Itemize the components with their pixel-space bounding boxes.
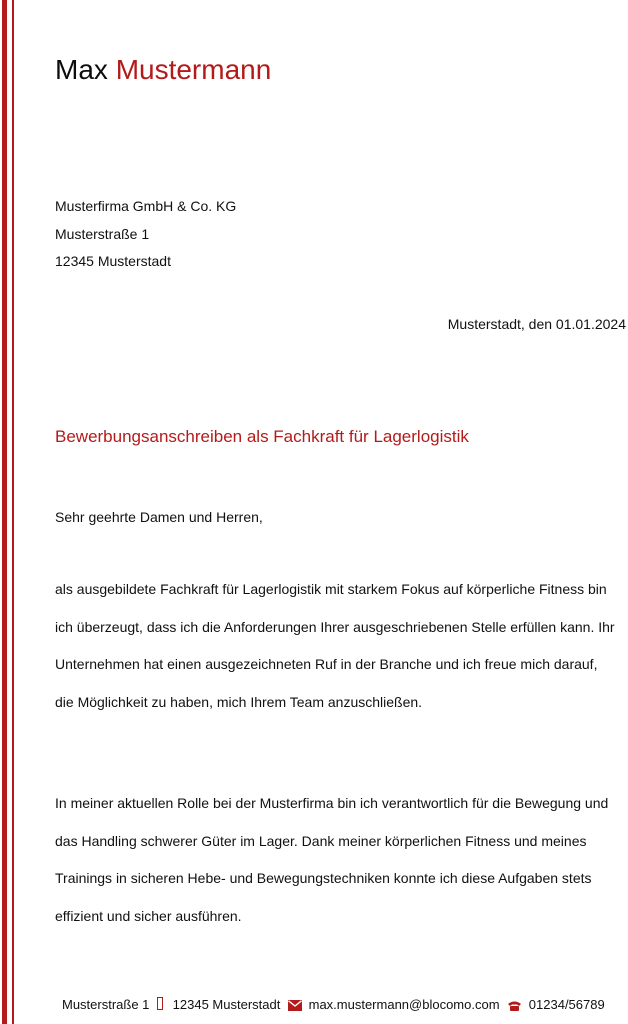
body-paragraph-1: als ausgebildete Fachkraft für Lagerlogistik mit starkem Fokus auf körperliche Fitness bin ich überzeugt, dass ich die Anforderungen Ihrer ausgeschriebenen Stelle erfüllen kann. Ihr Unternehmen hat einen ausgezeichneten Ruf in der Branche und ich freue mich darauf, die Möglichkeit zu haben, mich Ihrem Team anzuschließen. [55, 581, 615, 710]
footer-contact [62, 995, 605, 1015]
location-separator-icon [157, 997, 163, 1010]
date-line: Musterstadt, den 01.01.2024 [447, 316, 626, 332]
left-border-thick [2, 0, 7, 1024]
sender-first-name: Max [55, 54, 108, 85]
subject-line: Bewerbungsanschreiben als Fachkraft für Lagerlogistik [55, 427, 469, 446]
recipient-street: Musterstraße 1 [55, 225, 150, 242]
recipient-company: Musterfirma GmbH & Co. KG [55, 198, 237, 214]
salutation: Sehr geehrte Damen und Herren, [55, 509, 263, 525]
footer-city: 12345 Musterstadt [172, 997, 281, 1012]
left-border-thin [12, 0, 14, 1024]
phone-icon [507, 1000, 522, 1011]
footer-phone[interactable]: 01234/56789 [528, 997, 605, 1012]
sender-name [55, 52, 271, 88]
recipient-address [55, 193, 236, 276]
footer-street: Musterstraße 1 [62, 997, 150, 1012]
body-paragraph-2: In meiner aktuellen Rolle bei der Musterfirma bin ich verantwortlich für die Bewegung und das Handling schwerer Güter im Lager. Dank meiner körperlichen Fitness und meines Trainings in sicheren Hebe- und Bewegungstechniken konnte ich diese Aufgaben stets effizient und sicher ausführen. [55, 795, 609, 924]
sender-last-name: Mustermann [115, 54, 272, 85]
recipient-city: 12345 Musterstadt [55, 253, 171, 269]
footer-email[interactable]: max.mustermann@blocomo.com [308, 997, 500, 1012]
envelope-icon [288, 1000, 302, 1011]
